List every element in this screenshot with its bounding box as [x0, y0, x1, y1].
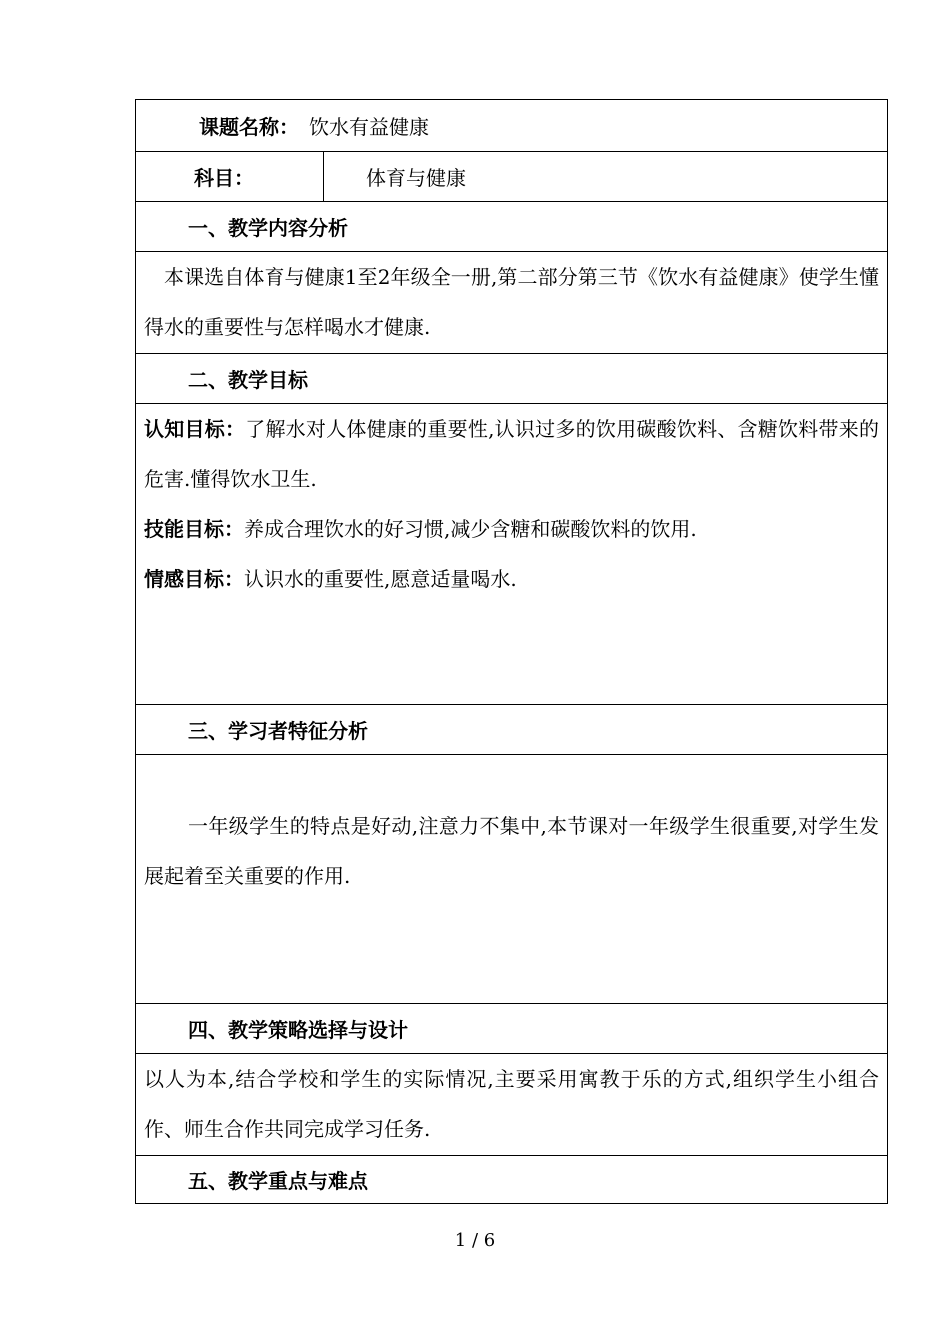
section-3-heading-row	[136, 704, 887, 754]
section-1-heading-row	[136, 201, 887, 251]
skill-goal-text: 养成合理饮水的好习惯,减少含糖和碳酸饮料的饮用.	[244, 517, 697, 541]
lesson-plan-table	[135, 99, 888, 1204]
section-3-content-row	[136, 754, 887, 1003]
section-2-heading-row	[136, 353, 887, 403]
section-5-heading-row	[136, 1155, 887, 1203]
section-4-text: 以人为本,结合学校和学生的实际情况,主要采用寓教于乐的方式,组织学生小组合作、师生合作共同完成学习任务.	[144, 1067, 879, 1141]
section-4-heading-row	[136, 1003, 887, 1053]
emotional-goal	[144, 554, 879, 604]
subject-row	[136, 151, 887, 201]
section-1-text: 本课选自体育与健康1至2年级全一册,第二部分第三节《饮水有益健康》使学生懂得水的重要性与怎样喝水才健康.	[144, 265, 879, 339]
subject-value: 体育与健康	[366, 166, 466, 190]
section-3-text: 一年级学生的特点是好动,注意力不集中,本节课对一年级学生很重要,对学生发展起着至关重要的作用.	[144, 814, 879, 888]
skill-goal	[144, 504, 879, 554]
section-4-title: 四、教学策略选择与设计	[188, 1018, 408, 1042]
section-2-title: 二、教学目标	[188, 368, 308, 392]
course-name-value: 饮水有益健康	[309, 115, 429, 139]
course-name-row	[136, 100, 887, 151]
course-name-label: 课题名称：	[199, 115, 299, 139]
cognitive-goal-label: 认知目标：	[144, 417, 246, 441]
subject-label-cell	[136, 152, 324, 201]
page-number: 1 / 6	[454, 1230, 496, 1251]
emotional-goal-text: 认识水的重要性,愿意适量喝水.	[244, 567, 517, 591]
subject-value-cell	[324, 152, 887, 201]
teaching-goals	[136, 404, 887, 604]
section-5-title: 五、教学重点与难点	[188, 1169, 368, 1193]
section-2-content-row	[136, 403, 887, 704]
emotional-goal-label: 情感目标：	[144, 567, 244, 591]
section-1-content-row	[136, 251, 887, 353]
skill-goal-label: 技能目标：	[144, 517, 244, 541]
section-1-title: 一、教学内容分析	[188, 216, 348, 240]
subject-label: 科目：	[194, 166, 254, 190]
section-3-title: 三、学习者特征分析	[188, 719, 368, 743]
section-4-content-row	[136, 1053, 887, 1155]
cognitive-goal-text: 了解水对人体健康的重要性,认识过多的饮用碳酸饮料、含糖饮料带来的危害.懂得饮水卫生.	[144, 417, 880, 491]
cognitive-goal	[144, 404, 879, 504]
